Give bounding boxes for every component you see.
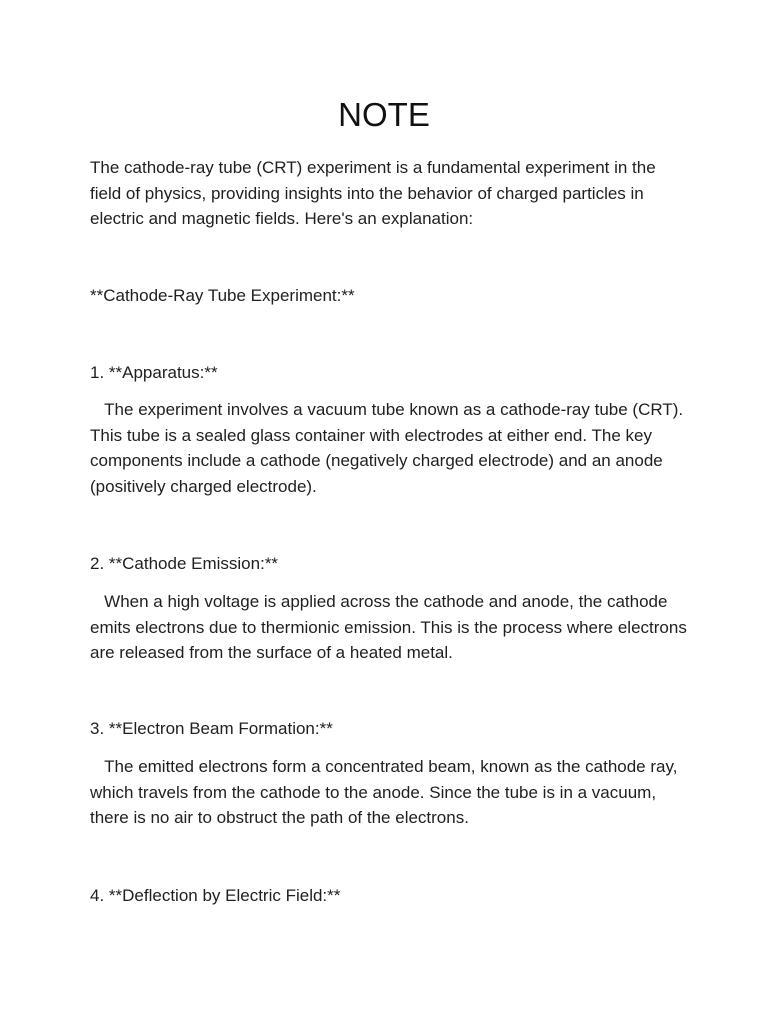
item-2-heading: 2. **Cathode Emission:**: [90, 554, 279, 573]
item-1-body: The experiment involves a vacuum tube known as a cathode-ray tube (CRT). This tube is a sealed glass container with electrodes at either end. The key components include a cathode (negatively charged electrode) and an anode (positively charged electrode).: [90, 400, 688, 496]
item-1-heading: 1. **Apparatus:**: [90, 363, 218, 382]
item-2-body: When a high voltage is applied across the cathode and anode, the cathode emits electrons due to thermionic emission. This is the process where electrons are released from the surface of a heated metal.: [90, 592, 692, 662]
item-3-heading: 3. **Electron Beam Formation:**: [90, 719, 333, 738]
intro-paragraph: The cathode-ray tube (CRT) experiment is a fundamental experiment in the field of physics, providing insights into the behavior of charged particles in electric and magnetic fields. Here's an explanation:: [90, 158, 661, 228]
item-3-body: The emitted electrons form a concentrated beam, known as the cathode ray, which travels from the cathode to the anode. Since the tube is in a vacuum, there is no air to obstruct the path of the electrons.: [90, 757, 683, 827]
section-heading: **Cathode-Ray Tube Experiment:**: [90, 286, 355, 305]
item-4-heading: 4. **Deflection by Electric Field:**: [90, 886, 341, 905]
page-title: NOTE: [338, 96, 430, 133]
